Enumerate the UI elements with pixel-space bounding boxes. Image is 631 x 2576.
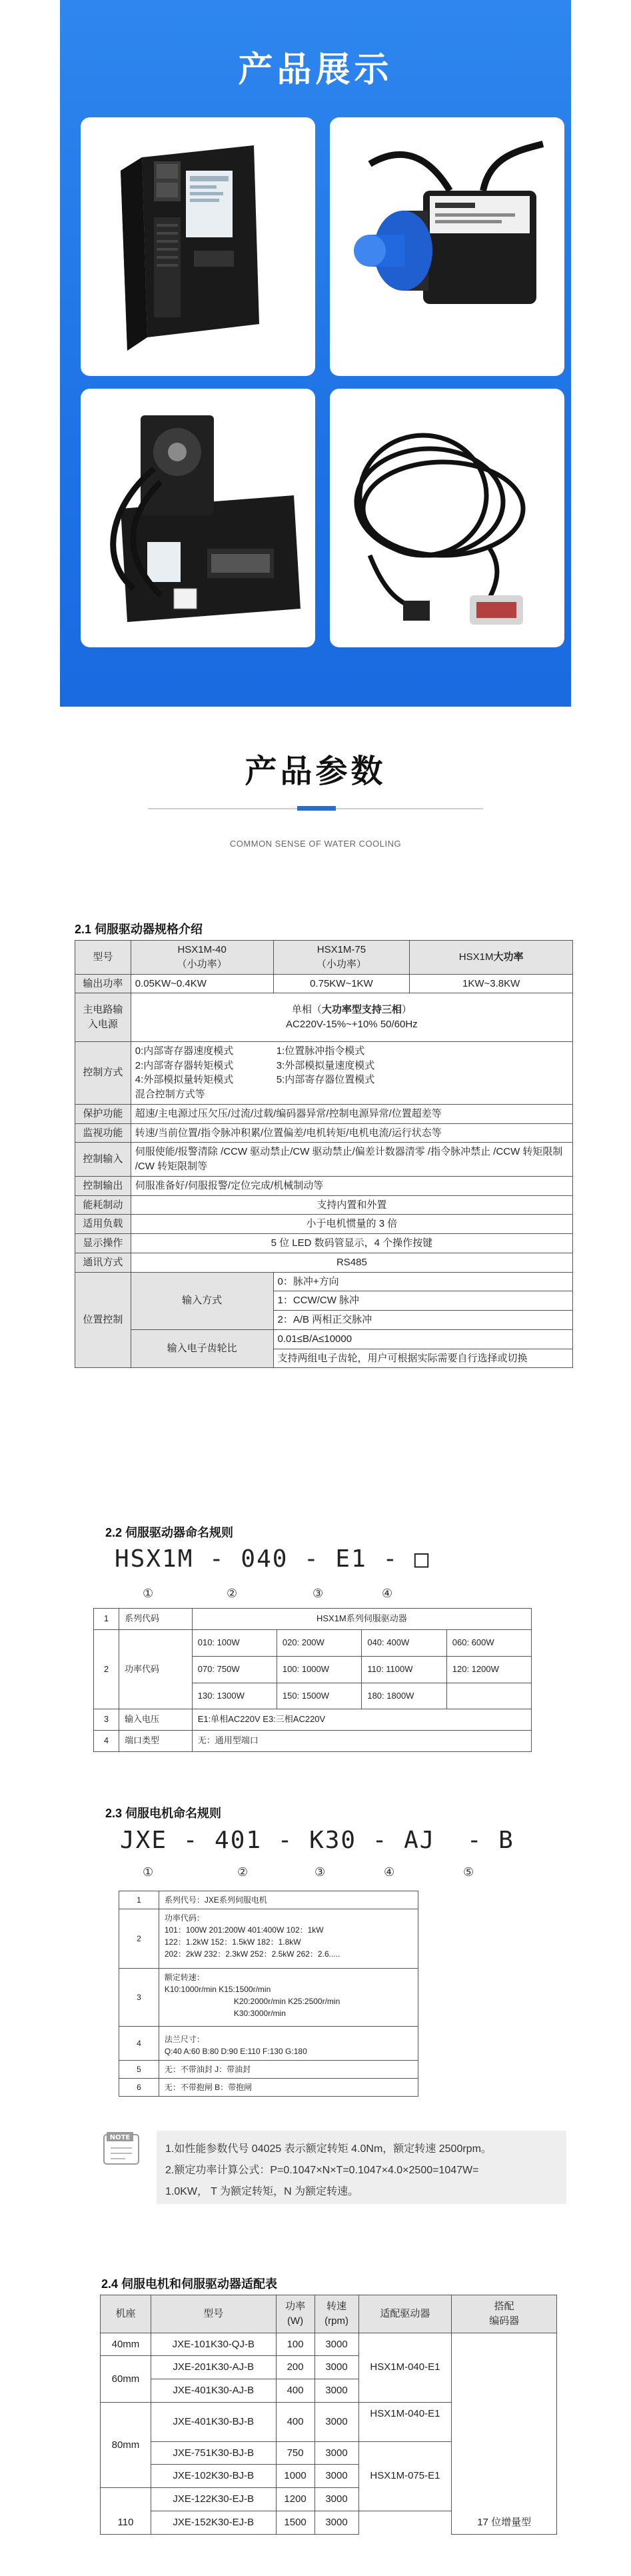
spec-value-control-mode: 0:内部寄存器速度模式 1:位置脉冲指令模式 2:内部寄存器转矩模式 3:外部模拟量速度模式 4:外部模拟量转矩模式 5:内部寄存器位置模式 混合控制方式等 (131, 1041, 572, 1104)
spec-label-monitor: 监视功能 (75, 1123, 131, 1143)
spec-value: 超速/主电源过压欠压/过流/过载/编码器异常/控制电源异常/位置超差等 (131, 1104, 572, 1123)
cell-model: JXE-122K30-EJ-B (151, 2488, 276, 2511)
spec-value: 伺服使能/报警清除 /CCW 驱动禁止/CW 驱动禁止/偏差计数器清零 /指令脉冲禁止 /CCW 转矩限制 /CW 转矩限制等 (131, 1143, 572, 1177)
power-code: 070: 750W (193, 1656, 277, 1683)
spec-value: 支持两组电子齿轮，用户可根据实际需要自行选择或切换 (273, 1349, 572, 1368)
spec-label-control-mode: 控制方式 (75, 1041, 131, 1104)
cell-speed: 3000 (315, 2465, 358, 2488)
cell-model: JXE-101K30-QJ-B (151, 2333, 276, 2356)
power-code: 130: 1300W (193, 1683, 277, 1709)
cell-model: JXE-152K30-EJ-B (151, 2511, 276, 2534)
row-name: 系列代码 (119, 1609, 192, 1630)
product-showcase-section (60, 0, 571, 707)
row-number: 4 (94, 1731, 119, 1752)
cell-driver: HSX1M-075-E1 (358, 2441, 452, 2511)
showcase-title: 产品展示 (238, 50, 393, 90)
col-header-model: 型号 (151, 2295, 276, 2333)
row-desc: 无：通用型端口 (192, 1731, 531, 1752)
cell-speed: 3000 (315, 2402, 358, 2441)
cell-encoder: 17 位增量型 (452, 2333, 557, 2534)
row-desc-power: 功率代码： 101：100W 201:200W 401:400W 102：1kW 122：1.2kW 152：1.5kW 182：1.8kW 202：2kW 232：2.3kW 252：2.5kW 262：2.6..... (159, 1909, 418, 1969)
cell-base: 110 (101, 2488, 151, 2535)
power-code: 110: 1100W (362, 1656, 446, 1683)
note-line-3: 1.0KW， T 为额定转矩，N 为额定转速。 (165, 2186, 359, 2197)
cell-power: 200 (276, 2356, 315, 2379)
motor-driver-match-table (100, 2295, 557, 2535)
power-code-grid (192, 1629, 531, 1709)
cell-speed: 3000 (315, 2379, 358, 2403)
col-header-base: 机座 (101, 2295, 151, 2333)
driver-spec-table (75, 940, 573, 1368)
spec-value-main-power: 单相（大功率型支持三相） AC220V-15%~+10% 50/60Hz (131, 993, 572, 1042)
spec-header-col1: HSX1M-40 （小功率） (131, 941, 273, 975)
params-title: 产品参数 (245, 753, 386, 790)
cell-power: 1200 (276, 2488, 315, 2511)
power-code: 120: 1200W (446, 1656, 531, 1683)
motor-naming-table (119, 1891, 418, 2097)
col-header-power: 功率 (W) (276, 2295, 315, 2333)
marker-4: ④ (382, 1587, 393, 1600)
spec-label-protection: 保护功能 (75, 1104, 131, 1123)
spec-label-input-mode: 输入方式 (131, 1272, 273, 1329)
marker-2: ② (227, 1587, 238, 1600)
row-desc-speed: 额定转速： K10:1000r/min K15:1500r/min K20:2000r/min K25:2500r/min K30:3000r/min (159, 1969, 418, 2027)
cell-base: 60mm (101, 2356, 151, 2403)
row-desc: 无：不带油封 J：带油封 (159, 2061, 418, 2079)
cell-model: JXE-201K30-AJ-B (151, 2356, 276, 2379)
cell-speed: 3000 (315, 2511, 358, 2534)
cell-power: 1500 (276, 2511, 315, 2534)
spec-header-model: 型号 (75, 941, 131, 975)
row-number: 3 (119, 1969, 159, 2027)
power-code: 150: 1500W (277, 1683, 361, 1709)
spec-value: 5 位 LED 数码管显示，4 个操作按键 (131, 1234, 572, 1253)
section-2-4-heading: 2.4 伺服电机和伺服驱动器适配表 (101, 2277, 278, 2291)
row-number: 2 (119, 1909, 159, 1969)
marker-3: ③ (313, 1587, 324, 1600)
col-header-driver: 适配驱动器 (358, 2295, 452, 2333)
power-code: 060: 600W (446, 1630, 531, 1656)
spec-value: 小于电机惯量的 3 倍 (131, 1215, 572, 1234)
row-desc-flange: 法兰尺寸： Q:40 A:60 B:80 D:90 E:110 F:130 G:180 (159, 2027, 418, 2061)
power-code: 020: 200W (277, 1630, 361, 1656)
section-2-2-heading: 2.2 伺服驱动器命名规则 (105, 1526, 234, 1539)
power-code (446, 1683, 531, 1709)
cell-speed: 3000 (315, 2333, 358, 2356)
spec-label-load: 适用负载 (75, 1215, 131, 1234)
motor-naming-code: JXE - 401 - K30 - AJ - B (120, 1827, 514, 1854)
spec-value: 1KW~3.8KW (410, 974, 573, 993)
spec-label-communication: 通讯方式 (75, 1253, 131, 1272)
cell-driver: HSX1M-040-E1 (358, 2333, 452, 2402)
row-number: 3 (94, 1709, 119, 1731)
power-code: 040: 400W (362, 1630, 446, 1656)
section-2-3-heading: 2.3 伺服电机命名规则 (105, 1807, 222, 1820)
spec-label-position-control: 位置控制 (75, 1272, 131, 1368)
marker-1: ① (143, 1587, 154, 1600)
spec-value: 0.75KW~1KW (273, 974, 410, 993)
note-icon (101, 2131, 144, 2168)
product-image-motor-and-drive (81, 389, 315, 647)
marker-4: ④ (384, 1865, 395, 1879)
note-line-2: 2.额定功率计算公式：P=0.1047×N×T=0.1047×4.0×2500=1047W= (165, 2165, 479, 2176)
spec-label-control-output: 控制输出 (75, 1176, 131, 1195)
row-desc: E1:单相AC220V E3:三相AC220V (192, 1709, 531, 1731)
row-desc: HSX1M系列伺服驱动器 (192, 1609, 531, 1630)
col-header-speed: 转速 (rpm) (315, 2295, 358, 2333)
cell-model: JXE-401K30-BJ-B (151, 2402, 276, 2441)
spec-label-gear-ratio: 输入电子齿轮比 (131, 1329, 273, 1368)
spec-value: 支持内置和外置 (131, 1195, 572, 1215)
product-image-servo-motor (330, 117, 564, 376)
row-number: 1 (119, 1891, 159, 1909)
row-number: 5 (119, 2061, 159, 2079)
note-line-1: 1.如性能参数代号 04025 表示额定转矩 4.0Nm，额定转速 2500rpm。 (165, 2143, 492, 2155)
product-image-servo-drive (81, 117, 315, 376)
driver-naming-table (93, 1608, 532, 1752)
cell-power: 1000 (276, 2465, 315, 2488)
spec-value: RS485 (131, 1253, 572, 1272)
row-number: 2 (94, 1629, 119, 1709)
cell-power: 400 (276, 2402, 315, 2441)
spec-label-control-input: 控制输入 (75, 1143, 131, 1177)
cell-speed: 3000 (315, 2488, 358, 2511)
marker-1: ① (143, 1865, 154, 1879)
spec-value: 0：脉冲+方向 (273, 1272, 572, 1291)
col-header-encoder: 搭配 编码器 (452, 2295, 557, 2333)
spec-header-col3: HSX1M大功率 (410, 941, 573, 975)
row-name: 端口类型 (119, 1731, 192, 1752)
cell-power: 400 (276, 2379, 315, 2403)
spec-value: 伺服准备好/伺服报警/定位完成/机械制动等 (131, 1176, 572, 1195)
power-code: 010: 100W (193, 1630, 277, 1656)
spec-value: 0.01≤B/A≤10000 (273, 1329, 572, 1349)
cell-power: 750 (276, 2441, 315, 2465)
marker-5: ⑤ (463, 1865, 474, 1879)
spec-header-col2: HSX1M-75 （小功率） (273, 941, 410, 975)
cell-model: JXE-401K30-AJ-B (151, 2379, 276, 2403)
cell-speed: 3000 (315, 2356, 358, 2379)
spec-label-main-power: 主电路输入电源 (75, 993, 131, 1042)
cell-base: 40mm (101, 2333, 151, 2356)
title-divider-accent (297, 806, 336, 811)
row-number: 1 (94, 1609, 119, 1630)
marker-2: ② (237, 1865, 249, 1879)
spec-label-output-power: 输出功率 (75, 974, 131, 993)
row-desc: 系列代号：JXE系列伺服电机 (159, 1891, 418, 1909)
row-name: 输入电压 (119, 1709, 192, 1731)
cell-model: JXE-751K30-BJ-B (151, 2441, 276, 2465)
power-code: 180: 1800W (362, 1683, 446, 1709)
spec-value: 1：CCW/CW 脉冲 (273, 1291, 572, 1311)
row-desc: 无：不带抱闸 B：带抱闸 (159, 2079, 418, 2097)
section-2-1-heading: 2.1 伺服驱动器规格介绍 (75, 923, 203, 936)
cell-model: JXE-102K30-BJ-B (151, 2465, 276, 2488)
cell-speed: 3000 (315, 2441, 358, 2465)
params-subtitle: COMMON SENSE OF WATER COOLING (229, 839, 402, 849)
spec-label-display: 显示操作 (75, 1234, 131, 1253)
cell-driver: HSX1M-040-E1 (358, 2402, 452, 2441)
spec-value: 转速/当前位置/指令脉冲积累/位置偏差/电机转矩/电机电流/运行状态等 (131, 1123, 572, 1143)
spec-value: 2：A/B 两相正交脉冲 (273, 1311, 572, 1330)
spec-value: 0.05KW~0.4KW (131, 974, 273, 993)
spec-label-brake: 能耗制动 (75, 1195, 131, 1215)
cell-base: 80mm (101, 2402, 151, 2487)
row-number: 4 (119, 2027, 159, 2061)
power-code: 100: 1000W (277, 1656, 361, 1683)
cell-power: 100 (276, 2333, 315, 2356)
svg-text:NOTE: NOTE (109, 2134, 131, 2141)
row-number: 6 (119, 2079, 159, 2097)
marker-3: ③ (315, 1865, 326, 1879)
product-image-cables (330, 389, 564, 647)
driver-naming-code: HSX1M - 040 - E1 - □ (115, 1545, 430, 1573)
row-name: 功率代码 (119, 1629, 192, 1709)
